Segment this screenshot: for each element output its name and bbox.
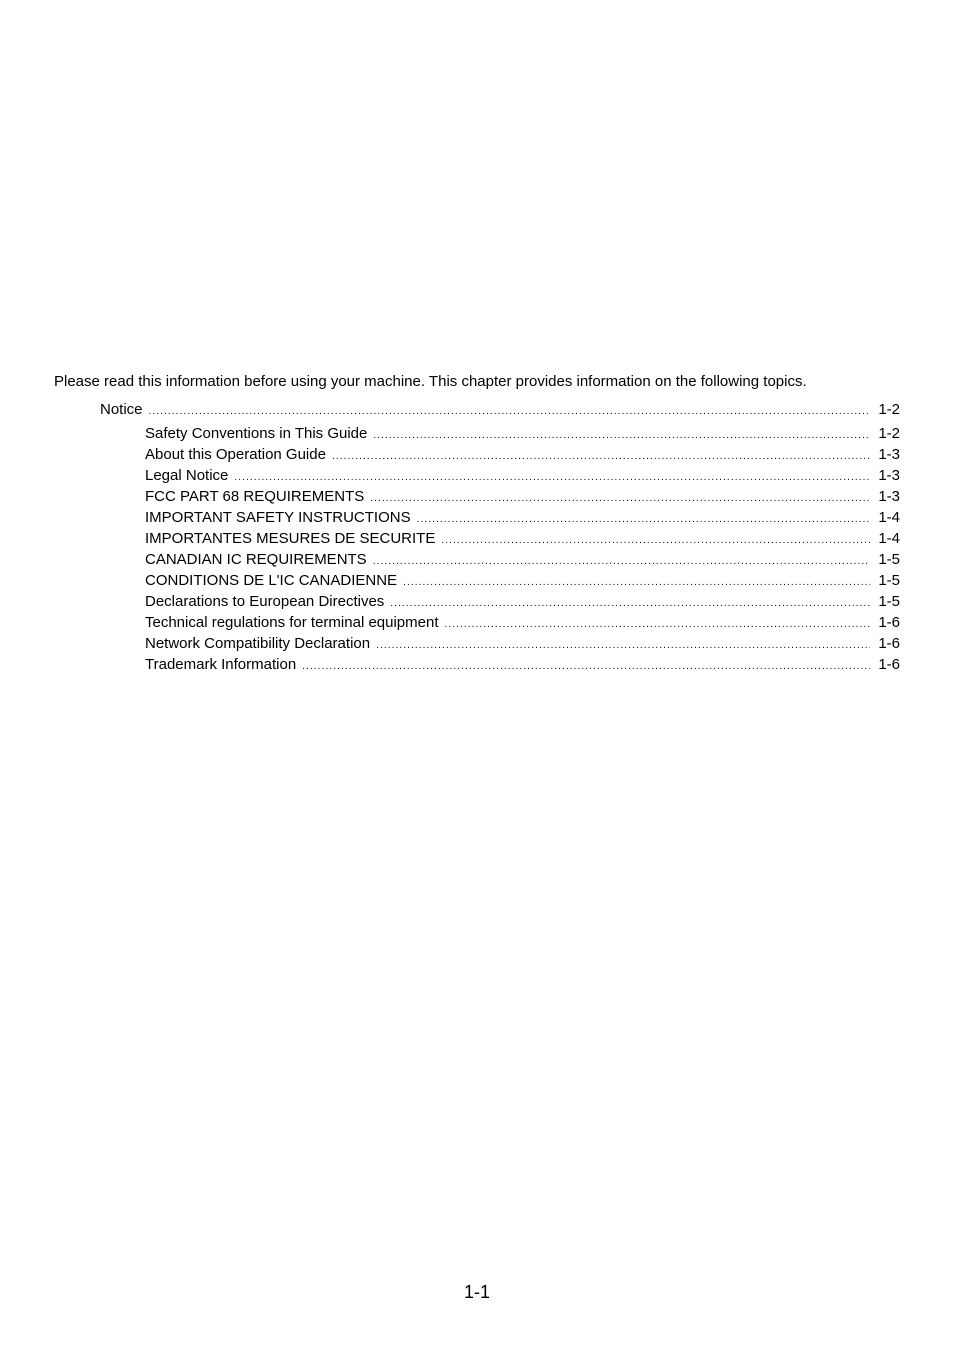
toc-entry-label: About this Operation Guide [145,446,326,463]
toc-entry-page: 1-2 [878,425,900,442]
toc-dot-leader [390,595,870,613]
toc-dot-leader [403,574,870,592]
toc-dot-leader [370,490,870,508]
toc-dot-leader [373,553,871,571]
toc-entry-safety-conventions[interactable] [145,425,900,445]
toc-entry-label: Legal Notice [145,467,229,484]
toc-entry-notice[interactable] [100,401,900,421]
toc-entry-page: 1-3 [878,446,900,463]
toc-entry-network-compatibility[interactable] [145,635,900,655]
toc-entry-page: 1-5 [878,593,900,610]
toc-entry-importantes-mesures[interactable] [145,530,900,550]
toc-entry-about-guide[interactable] [145,446,900,466]
toc-dot-leader [417,511,871,529]
toc-entry-fcc-part-68[interactable] [145,488,900,508]
toc-entry-important-safety[interactable] [145,509,900,529]
toc-entry-page: 1-2 [878,401,900,418]
toc-dot-leader [234,469,870,487]
toc-entry-label: IMPORTANTES MESURES DE SECURITE [145,530,436,547]
toc-entry-legal-notice[interactable] [145,467,900,487]
toc-entry-page: 1-6 [878,614,900,631]
toc-entry-page: 1-5 [878,572,900,589]
toc-entry-page: 1-3 [878,467,900,484]
toc-entry-label: CANADIAN IC REQUIREMENTS [145,551,367,568]
toc-entry-technical-regulations[interactable] [145,614,900,634]
intro-paragraph: Please read this information before using your machine. This chapter provides information on the following topics. [54,373,807,390]
toc-dot-leader [332,448,870,466]
toc-entry-page: 1-5 [878,551,900,568]
toc-entry-label: IMPORTANT SAFETY INSTRUCTIONS [145,509,411,526]
page-number: 1-1 [463,1282,490,1302]
toc-entry-label: Trademark Information [145,656,297,673]
toc-entry-page: 1-4 [878,509,900,526]
toc-entry-label: FCC PART 68 REQUIREMENTS [145,488,365,505]
toc-entry-canadian-ic[interactable] [145,551,900,571]
toc-entry-page: 1-4 [878,530,900,547]
toc-entry-label: Network Compatibility Declaration [145,635,371,652]
toc-entry-page: 1-6 [878,635,900,652]
toc-entry-label: CONDITIONS DE L'IC CANADIENNE [145,572,398,589]
toc-dot-leader [149,403,871,421]
toc-entry-label: Declarations to European Directives [145,593,385,610]
toc-dot-leader [441,532,870,550]
toc-entry-label: Safety Conventions in This Guide [145,425,368,442]
toc-entry-label: Notice [100,401,143,418]
toc-entry-page: 1-6 [878,656,900,673]
toc-dot-leader [302,658,870,676]
toc-entry-label: Technical regulations for terminal equipment [145,614,439,631]
toc-entry-page: 1-3 [878,488,900,505]
toc-entry-european-directives[interactable] [145,593,900,613]
toc-dot-leader [376,637,870,655]
toc-entry-trademark-information[interactable] [145,656,900,676]
toc-dot-leader [373,427,870,445]
toc-entry-conditions-ic[interactable] [145,572,900,592]
toc-dot-leader [445,616,871,634]
